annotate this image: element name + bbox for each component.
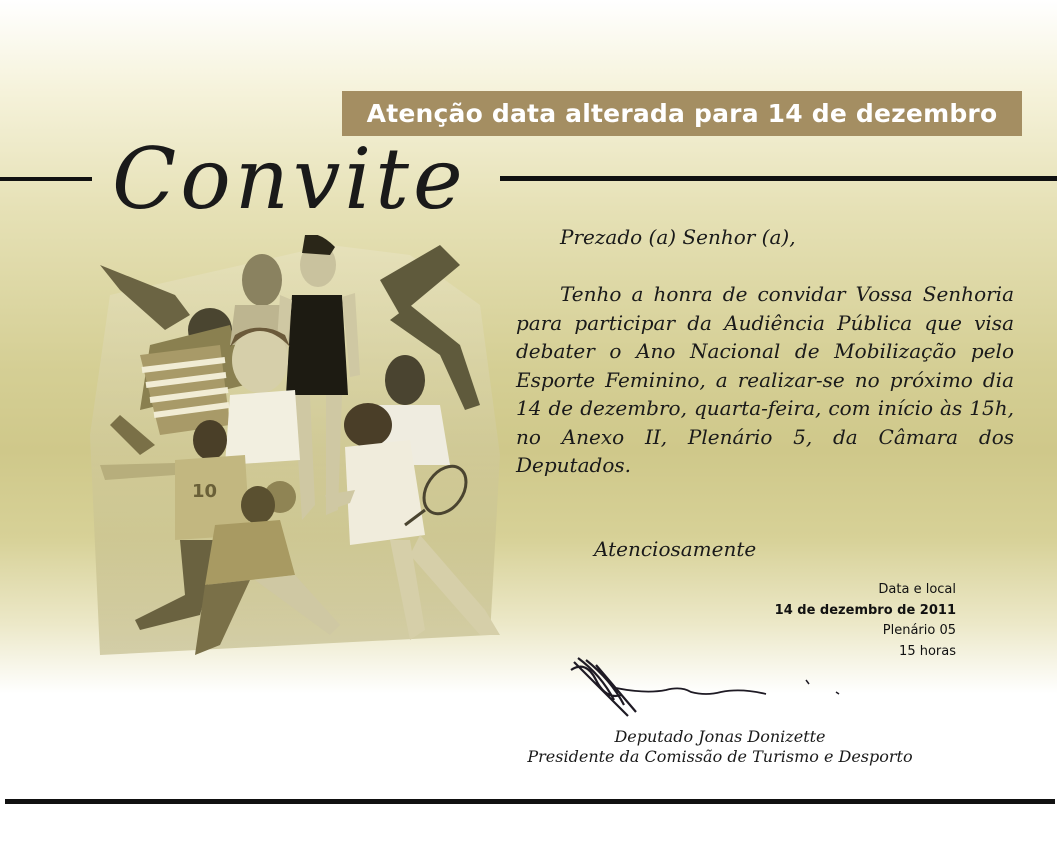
signatory-name: Deputado Jonas Donizette (614, 727, 826, 746)
athletes-collage-image (80, 235, 505, 660)
handwritten-signature (566, 650, 856, 725)
page-title: Convite (112, 130, 467, 228)
event-label: Data e local (878, 582, 956, 597)
letter-greeting: Prezado (a) Senhor (a), (560, 225, 796, 249)
title-divider-right (500, 176, 1057, 181)
event-time: 15 horas (899, 643, 956, 659)
event-place: Plenário 05 (882, 623, 956, 638)
date-change-banner: Atenção data alterada para 14 de dezembro (342, 91, 1022, 136)
jersey-number: 10 (192, 481, 218, 502)
event-date: 14 de dezembro de 2011 (774, 602, 956, 618)
title-divider-left (0, 177, 92, 181)
letter-closing: Atenciosamente (594, 537, 757, 561)
footer-divider (5, 799, 1055, 804)
signatory-role: Presidente da Comissão de Turismo e Desporto (527, 747, 913, 766)
letter-body: Tenho a honra de convidar Vossa Senhoria para participar da Audiência Pública que visa debater o Ano Nacional de Mobilização pelo Esporte Feminino, a realizar-se no próximo dia 14 de dezembro, quarta-feira, com início às 15h, no Anexo II, Plenário 5, da Câmara dos Deputados. (516, 282, 1014, 477)
